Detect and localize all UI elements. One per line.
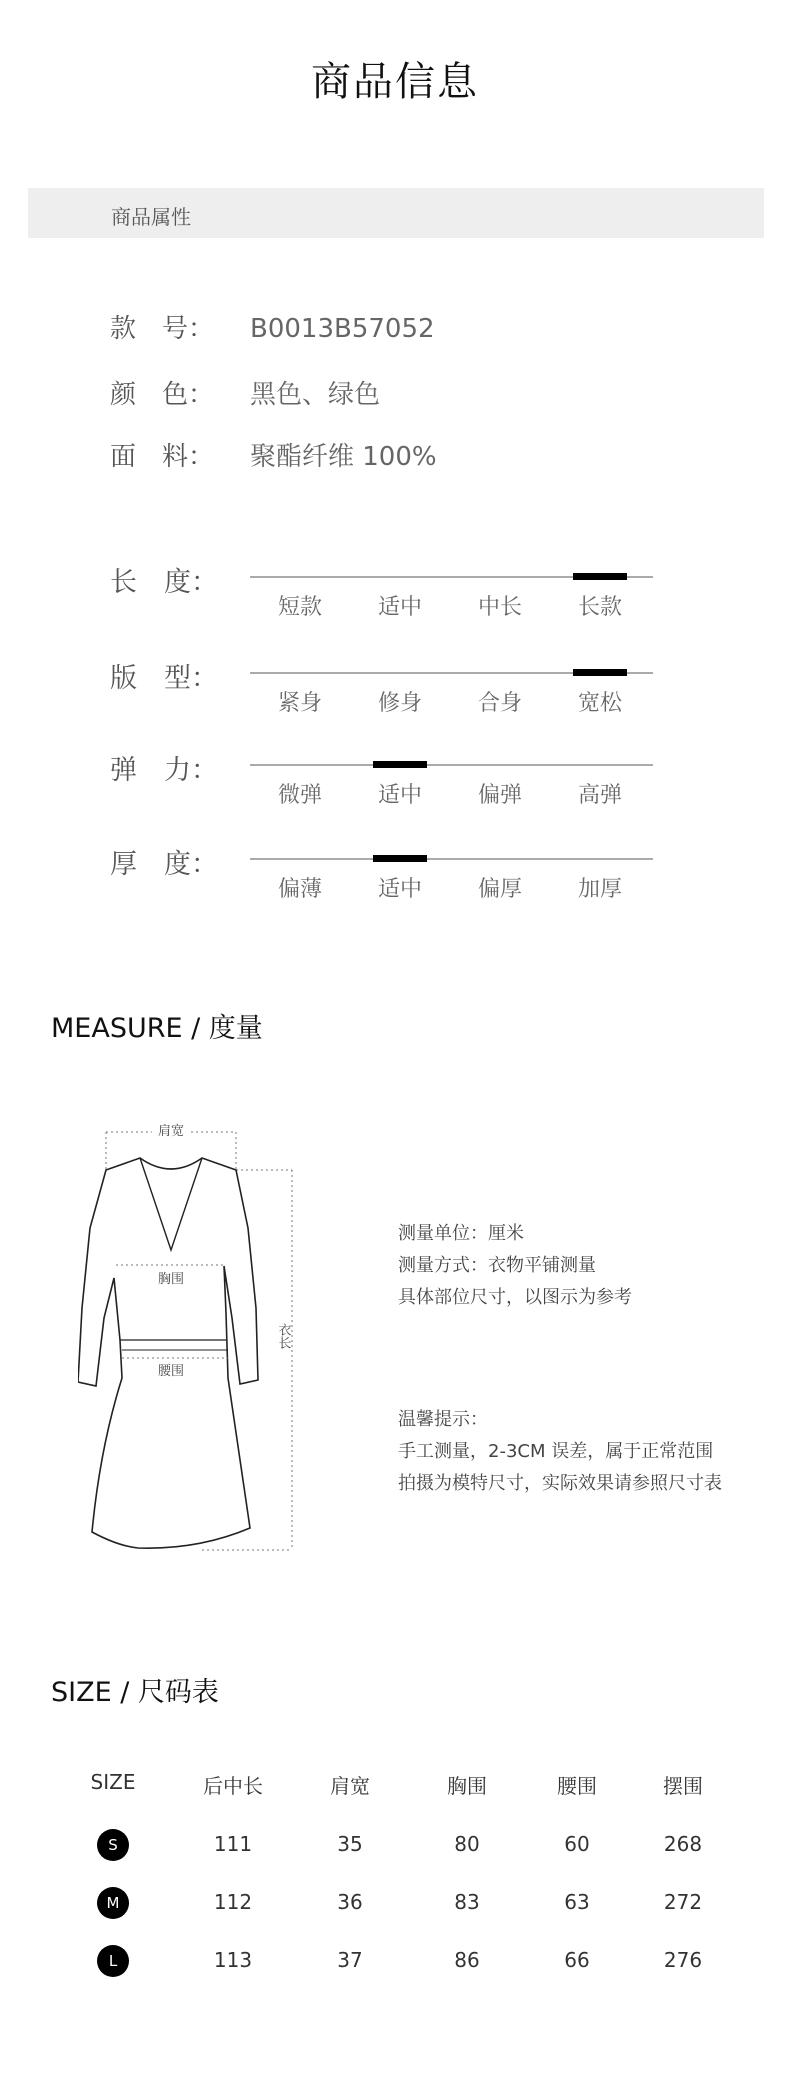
size-table-cell: 80 (454, 1832, 480, 1856)
scale-selected-marker (573, 573, 627, 580)
scale-option: 修身 (377, 691, 422, 716)
properties-header: 商品属性 (111, 205, 191, 229)
scale-track (250, 764, 653, 766)
measure-notes (398, 1218, 632, 1314)
properties-header-band (28, 188, 764, 238)
size-table-cell: 112 (213, 1890, 253, 1914)
scale-track (250, 858, 653, 860)
attr-row-style-no (110, 308, 435, 345)
waist-label: 腰围 (157, 1364, 185, 1379)
size-table-cell: 83 (454, 1890, 480, 1914)
shoulder-label: 肩宽 (157, 1124, 185, 1139)
attr-label: 颜 色： (110, 380, 215, 410)
scale-selected-marker (373, 761, 427, 768)
scale-selected-marker (373, 855, 427, 862)
size-table-header: 肩宽 (330, 1774, 370, 1798)
scale-option: 微弹 (277, 783, 322, 808)
measure-tip: 温馨提示： (398, 1409, 488, 1430)
attr-value: 黑色、绿色 (250, 380, 381, 410)
size-table-cell: 35 (337, 1832, 363, 1856)
size-table-cell: 276 (663, 1948, 703, 1972)
measure-heading: MEASURE / 度量 (51, 1013, 263, 1044)
size-table-header: 腰围 (557, 1774, 597, 1798)
size-table-cell: 268 (663, 1832, 703, 1856)
attr-value: 聚酯纤维 100% (250, 442, 437, 472)
size-table-cell: 63 (564, 1890, 590, 1914)
size-table-header: 摆围 (663, 1774, 703, 1798)
scale-option: 长款 (577, 595, 622, 620)
measure-tip: 手工测量，2-3CM 误差，属于正常范围 (398, 1441, 714, 1462)
scale-option: 偏弹 (477, 783, 522, 808)
chest-label: 胸围 (157, 1272, 185, 1287)
size-badge: L (97, 1945, 129, 1977)
size-table-header: SIZE (90, 1770, 136, 1794)
attr-label: 面 料： (110, 442, 215, 472)
size-table-header: 后中长 (203, 1774, 263, 1798)
size-table-cell: 60 (564, 1832, 590, 1856)
size-badge: S (97, 1829, 129, 1861)
scale-label: 版 型： (110, 663, 218, 694)
scale-option: 短款 (277, 595, 322, 620)
length-label: 衣长 (275, 1323, 291, 1349)
scale-row (110, 560, 710, 640)
size-table-cell: 272 (663, 1890, 703, 1914)
size-table-cell: 36 (337, 1890, 363, 1914)
attr-row-color (110, 374, 380, 411)
scale-row (110, 842, 710, 922)
page-title: 商品信息 (311, 59, 479, 105)
size-table-cell: 37 (337, 1948, 363, 1972)
scale-label: 长 度： (110, 567, 218, 598)
scale-option: 适中 (377, 595, 422, 620)
scale-label: 弹 力： (110, 755, 218, 786)
scale-option: 适中 (377, 877, 422, 902)
attr-row-fabric (110, 436, 437, 473)
scale-selected-marker (573, 669, 627, 676)
attr-value: B0013B57052 (250, 314, 435, 344)
measure-note: 测量方式：衣物平铺测量 (398, 1255, 596, 1276)
scale-label: 厚 度： (110, 849, 218, 880)
scale-option: 适中 (377, 783, 422, 808)
scale-option: 高弹 (577, 783, 622, 808)
size-table-cell: 113 (213, 1948, 253, 1972)
size-table-cell: 111 (213, 1832, 253, 1856)
scale-option: 加厚 (577, 877, 622, 902)
scale-option: 偏薄 (277, 877, 322, 902)
scale-row (110, 656, 710, 736)
measure-note: 测量单位：厘米 (398, 1223, 524, 1244)
dress-measure-diagram (78, 1118, 308, 1566)
scale-option: 偏厚 (477, 877, 522, 902)
measure-tip: 拍摄为模特尺寸，实际效果请参照尺寸表 (398, 1473, 722, 1494)
scale-option: 宽松 (577, 691, 622, 716)
scale-row (110, 748, 710, 828)
size-table-cell: 86 (454, 1948, 480, 1972)
size-badge: M (97, 1887, 129, 1919)
measure-tips (398, 1404, 722, 1500)
attr-label: 款 号： (110, 314, 215, 344)
scale-option: 中长 (477, 595, 522, 620)
size-table-header: 胸围 (447, 1774, 487, 1798)
scale-option: 合身 (477, 691, 522, 716)
scale-option: 紧身 (277, 691, 322, 716)
measure-note: 具体部位尺寸，以图示为参考 (398, 1287, 632, 1308)
size-table-cell: 66 (564, 1948, 590, 1972)
size-table-heading: SIZE / 尺码表 (51, 1677, 219, 1708)
